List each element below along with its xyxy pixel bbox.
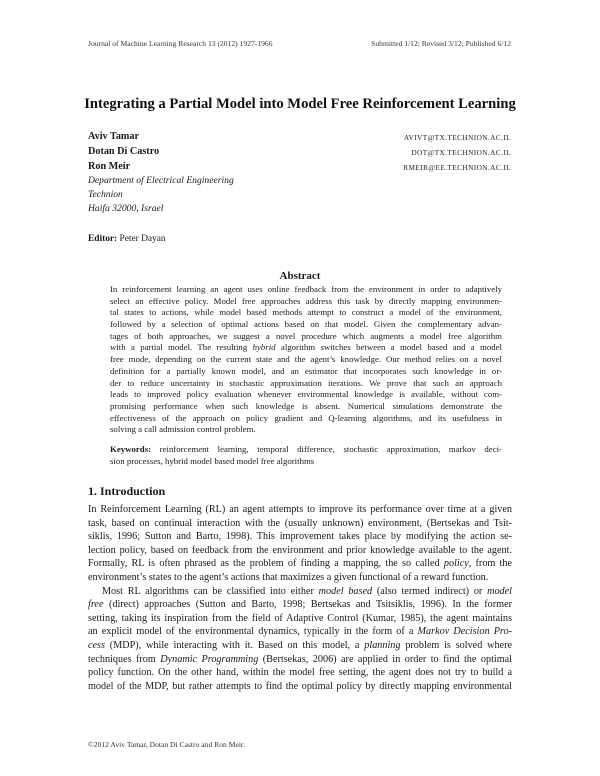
abstract-line: leads to improved policy evaluation whenever environmental knowledge is available, without com- bbox=[110, 389, 502, 400]
author-email: RMEIR@EE.TECHNION.AC.IL bbox=[403, 163, 511, 172]
paragraph-line: free (direct) approaches (Sutton and Barto, 1998; Bertsekas and Tsitsiklis, 1996). In the former bbox=[88, 599, 512, 611]
author-name: Dotan Di Castro bbox=[88, 146, 160, 157]
paragraph-line: In Reinforcement Learning (RL) an agent attempts to improve its performance over time at a given bbox=[88, 504, 512, 515]
abstract-line: tages of both approaches, we suggest a novel procedure which augments a model free algorithm bbox=[110, 330, 502, 341]
paragraph-line: Most RL algorithms can be classified into either model based (also termed indirect) or model bbox=[102, 585, 512, 597]
keywords-text: reinforcement learning, temporal difference, stochastic approximation, markov deci- bbox=[159, 444, 502, 454]
abstract-line: followed by a selection of optimal actions based on that model. Given the complementary advan- bbox=[110, 319, 502, 330]
abstract-line: with a partial model. The resulting hybrid algorithm switches between a model based and a model bbox=[110, 342, 502, 353]
abstract-line: definition for a partially known model, and an estimator that incorporates such knowledge in or- bbox=[110, 365, 502, 376]
abstract-heading: Abstract bbox=[279, 270, 321, 282]
affiliation-department: Department of Electrical Engineering bbox=[88, 175, 234, 186]
paragraph-line: task, based on continual interaction with the (usually unknown) environment, (Bertsekas and Tsit- bbox=[88, 517, 512, 529]
submission-dates: Submitted 1/12; Revised 3/12; Published 6/12 bbox=[371, 39, 511, 48]
paragraph-line: policy function. On the other hand, within the model free setting, the agent does not try to build a bbox=[88, 667, 512, 679]
abstract-line: select an effective policy. Model free approaches address this task by directly mapping environmen- bbox=[110, 295, 502, 306]
keywords-line bbox=[110, 444, 502, 456]
author-name: Ron Meir bbox=[88, 161, 131, 172]
abstract-body bbox=[110, 284, 502, 436]
keywords-line bbox=[110, 456, 502, 468]
abstract-line: tal states to actions, while model based methods attempt to construct a model of the environment, bbox=[110, 307, 502, 318]
editor-label: Editor: bbox=[88, 234, 118, 244]
author-email: AVIVT@TX.TECHNION.AC.IL bbox=[403, 133, 511, 142]
abstract-line: promising performance when such knowledge is absent. Numerical simulations demonstrate the bbox=[110, 400, 502, 411]
affiliation-institution: Technion bbox=[88, 189, 123, 200]
paragraph-line: environment’s states to the agent’s actions that maximizes a given functional of a reward function. bbox=[88, 571, 489, 583]
abstract-line: solving a call admission control problem. bbox=[110, 424, 256, 435]
paper-title: Integrating a Partial Model into Model Free Reinforcement Learning bbox=[84, 96, 516, 112]
editor-name: Peter Dayan bbox=[119, 234, 166, 244]
author-name: Aviv Tamar bbox=[88, 131, 140, 142]
paragraph-line: Formally, RL is often phrased as the problem of finding a mapping, the so called policy, from the bbox=[88, 558, 512, 570]
author-email: DOT@TX.TECHNION.AC.IL bbox=[411, 148, 511, 157]
editor-line bbox=[88, 234, 166, 244]
paragraph-line: model of the MDP, but rather attempts to find the optimal policy by directly mapping environmental bbox=[88, 680, 512, 692]
keywords-text: sion processes, hybrid model based model free algorithms bbox=[110, 455, 315, 466]
paragraph-line: lection policy, based on feedback from the environment and prior knowledge available to the agent. bbox=[88, 544, 512, 556]
paragraph-line: cess (MDP), while interacting with it. Based on this model, a planning problem is solved where bbox=[88, 639, 512, 651]
paragraph-line: techniques from Dynamic Programming (Bertsekas, 2006) are applied in order to find the optimal bbox=[88, 653, 512, 665]
paragraph-line: setting, taking its inspiration from the field of Adaptive Control (Kumar, 1985), the agent maintains bbox=[88, 612, 512, 624]
keywords bbox=[110, 444, 502, 467]
abstract-line: effectiveness of the approach on policy gradient and Q-learning algorithms, and its usefulness in bbox=[110, 412, 502, 423]
paragraph-line: siklis, 1996; Sutton and Barto, 1998). This improvement takes place by modifying the action se- bbox=[88, 531, 512, 543]
paragraph-line: an explicit model of the environmental dynamics, typically in the form of a Markov Decision Pro- bbox=[88, 626, 512, 638]
abstract-line: der to reduce uncertainty in stochastic approximation iterations. We prove that such an approach bbox=[110, 377, 502, 388]
abstract-line: In reinforcement learning an agent uses online feedback from the environment in order to adaptively bbox=[110, 284, 502, 294]
abstract-line: free mode, depending on the current state and the agent’s knowledge. Our method relies on a novel bbox=[110, 354, 502, 365]
copyright-notice: ©2012 Aviv Tamar, Dotan Di Castro and Ron Meir. bbox=[88, 740, 245, 749]
introduction-body bbox=[88, 503, 512, 693]
keywords-label: Keywords: bbox=[110, 444, 152, 454]
affiliation-address: Haifa 32000, Israel bbox=[88, 203, 164, 214]
section-heading: 1. Introduction bbox=[88, 484, 166, 498]
journal-header: Journal of Machine Learning Research 13 (2012) 1927-1966 bbox=[88, 39, 273, 48]
